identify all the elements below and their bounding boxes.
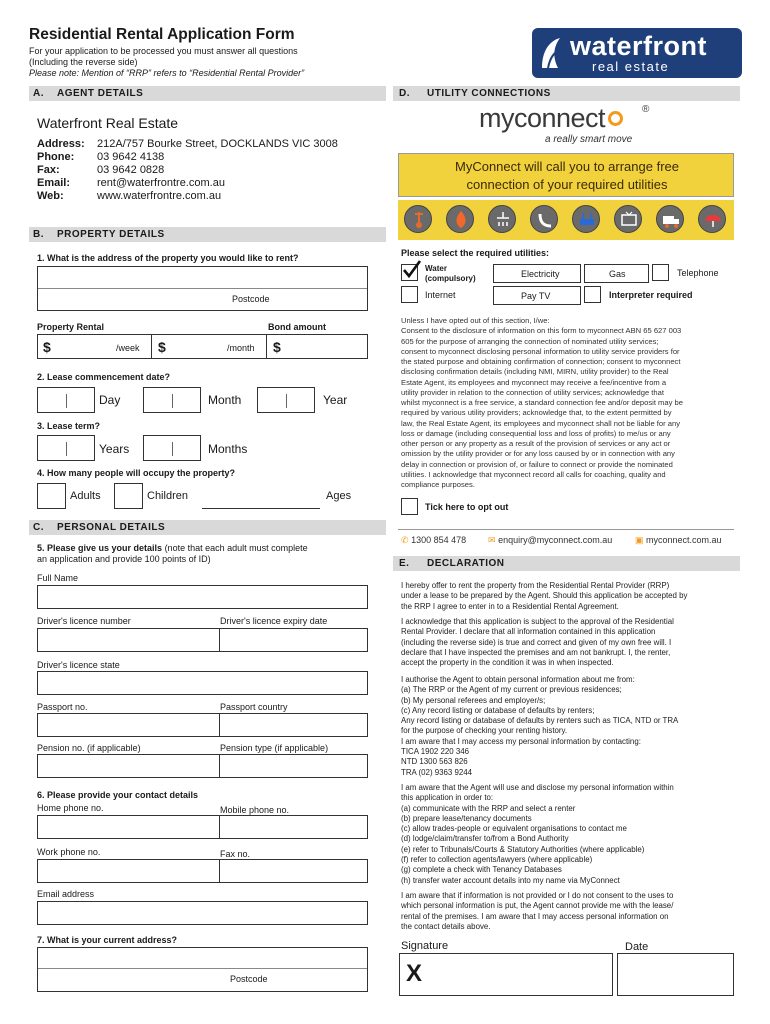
- declaration-para-5: [401, 891, 734, 932]
- disclosure-line: law, the Real Estate Agent, its employees and myconnect shall not be liable for any: [401, 418, 681, 428]
- address-value: 212A/757 Bourke Street, DOCKLANDS VIC 3008: [97, 138, 338, 150]
- declaration-para-1: [401, 581, 734, 612]
- work-phone-label: Work phone no.: [37, 847, 101, 857]
- mobile-phone-label: Mobile phone no.: [220, 805, 290, 815]
- envelope-icon: ✉: [488, 535, 496, 545]
- myconnect-phone[interactable]: [401, 535, 466, 546]
- declaration-line: this application in order to:: [401, 793, 494, 803]
- declaration-line: rental of the premises. I am aware that I may access personal information on: [401, 911, 669, 921]
- question-5: [37, 543, 377, 553]
- licence-number-label: Driver's licence number: [37, 616, 131, 626]
- section-c-letter: C.: [33, 522, 44, 533]
- ages-line[interactable]: [202, 508, 320, 509]
- disclosure-line: 605 for the purpose of arranging the connection of nominated utility services;: [401, 336, 659, 346]
- email-value: rent@waterfrontre.com.au: [97, 177, 225, 189]
- years-label: Years: [99, 442, 130, 456]
- months-label: Months: [208, 442, 248, 456]
- declaration-line: for the purpose of checking your renting history.: [401, 726, 568, 736]
- electricity-label: Electricity: [521, 269, 560, 279]
- shower-icon: [488, 205, 516, 233]
- month-input[interactable]: [143, 387, 201, 413]
- dollar-sign-1: $: [43, 339, 51, 355]
- adults-input[interactable]: [37, 483, 66, 509]
- email-address-label: Email address: [37, 889, 95, 899]
- day-input[interactable]: [37, 387, 95, 413]
- declaration-line: I am aware that if information is not provided or I do not consent to the uses to: [401, 891, 674, 900]
- postcode-label: Postcode: [232, 294, 270, 304]
- opt-out-checkbox[interactable]: [401, 498, 418, 515]
- date-field[interactable]: [617, 953, 734, 996]
- declaration-line: Rental Provider. I declare that all information contained in this application: [401, 627, 656, 637]
- pension-no-label: Pension no. (if applicable): [37, 743, 141, 753]
- banner-line-2: connection of your required utilities: [466, 177, 668, 192]
- declaration-line: which personal information is put, the Agent cannot provide me with the lease/: [401, 901, 674, 911]
- declaration-para-2: [401, 617, 734, 668]
- section-a-letter: A.: [33, 88, 44, 99]
- declaration-line: TICA 1902 220 346: [401, 747, 469, 757]
- declaration-line: I am aware that the Agent will use and disclose my personal information within: [401, 783, 674, 792]
- section-b-title: PROPERTY DETAILS: [57, 229, 165, 240]
- disclosure-line: other person or any property as a result of the provision of services or any act or: [401, 439, 671, 448]
- myconnect-banner: [398, 153, 734, 197]
- work-fax-input-row[interactable]: [37, 859, 368, 883]
- checkmark-icon: [402, 260, 422, 280]
- rental-amount-input[interactable]: [37, 334, 368, 359]
- rrp-note: Please note: Mention of “RRP” refers to “Residential Rental Provider”: [29, 68, 305, 78]
- myconnect-logo: [479, 103, 605, 134]
- declaration-line: under a lease to be prepared by the Agent. Should this application be accepted by: [401, 591, 688, 601]
- signature-field[interactable]: [399, 953, 613, 996]
- children-input[interactable]: [114, 483, 143, 509]
- declaration-line: (g) complete a check with Tenancy Databases: [401, 865, 562, 875]
- declaration-line: the RRP I agree to enter in to a Residential Rental Agreement.: [401, 601, 619, 611]
- form-title: Residential Rental Application Form: [29, 26, 295, 43]
- logo-subtext: real estate: [592, 59, 670, 74]
- myconnect-tagline: a really smart move: [545, 134, 633, 145]
- fax-no-label: Fax no.: [220, 849, 251, 859]
- declaration-line: declare that I have inspected the premises and am not bankrupt. I, the renter,: [401, 647, 671, 657]
- electricity-checkbox[interactable]: [493, 264, 581, 283]
- declaration-line: I am aware that I may access my personal information by contacting:: [401, 736, 641, 746]
- question-6: 6. Please provide your contact details: [37, 790, 199, 800]
- myconnect-o-mark: [608, 111, 623, 126]
- registered-mark: ®: [642, 104, 650, 115]
- declaration-line: (c) allow trades-people or equivalent organisations to contact me: [401, 824, 627, 834]
- myconnect-email-text: enquiry@myconnect.com.au: [498, 535, 613, 545]
- router-icon: [572, 205, 600, 233]
- date-label: Date: [625, 941, 649, 953]
- section-c-header: [29, 520, 386, 535]
- section-d-letter: D.: [399, 88, 410, 99]
- declaration-line: TRA (02) 9363 9244: [401, 767, 473, 777]
- bond-amount-label: Bond amount: [268, 322, 326, 332]
- declaration-line: (b) My personal referees and employer/s;: [401, 695, 546, 705]
- agent-labels: [37, 138, 85, 203]
- declaration-line: (c) Any record listing or database of defaults by renters;: [401, 705, 595, 715]
- disclosure-line: Estate Agent, its employees and myconnect may receive a fee/incentive from a: [401, 377, 667, 387]
- section-d-header: [393, 86, 740, 101]
- logo-wordmark: waterfront: [570, 31, 708, 61]
- section-e-header: [393, 556, 740, 571]
- interpreter-label: Interpreter required: [609, 290, 693, 300]
- section-a-title: AGENT DETAILS: [57, 88, 144, 99]
- fire-icon: [446, 205, 474, 233]
- adults-label: Adults: [70, 490, 101, 502]
- web-value: www.waterfrontre.com.au: [97, 190, 222, 202]
- utility-icons-strip: [398, 200, 734, 240]
- disclosure-line: Consent to the disclosure of information on this form to myconnect ABN 65 627 003: [401, 326, 682, 336]
- passport-input-row[interactable]: [37, 713, 368, 737]
- declaration-line: (a) communicate with the RRP and select a renter: [401, 803, 576, 813]
- email-address-input[interactable]: [37, 901, 368, 925]
- question-5-rest: (note that each adult must complete: [162, 543, 308, 553]
- sign-here-mark: X: [406, 960, 423, 987]
- question-5-bold: 5. Please give us your details: [37, 543, 163, 553]
- declaration-line: accept the property in the condition it was in when inspected.: [401, 658, 614, 668]
- phone-icon: [530, 205, 558, 233]
- disclosure-line: Unless I have opted out of this section, I/we:: [401, 316, 550, 325]
- day-label: Day: [99, 393, 121, 407]
- agency-name: Waterfront Real Estate: [37, 115, 179, 131]
- disclosure-line: compliance purposes.: [401, 480, 475, 489]
- question-3: 3. Lease term?: [37, 421, 101, 431]
- licence-input-row[interactable]: [37, 628, 368, 652]
- declaration-line: the contact details above.: [401, 921, 491, 931]
- disclosure-line: required by various utility providers; acknowledge that, to the extent permitted by: [401, 408, 672, 418]
- ages-label: Ages: [326, 490, 352, 502]
- disclosure-line: delay in connection or provision of, or failure to connect or provide the nominated: [401, 459, 673, 469]
- gas-checkbox[interactable]: [584, 264, 649, 283]
- waterfront-logo: [532, 28, 742, 78]
- declaration-line: I authorise the Agent to obtain personal information about me from:: [401, 675, 635, 684]
- property-address-input[interactable]: [37, 266, 368, 311]
- disclosure-line: whilst myconnect is a free service, a standard connection fee and/or deposit may be: [401, 398, 683, 407]
- gas-label: Gas: [609, 269, 626, 279]
- declaration-line: (b) prepare lease/tenancy documents: [401, 813, 532, 823]
- myconnect-wordmark: myconnect: [479, 103, 606, 133]
- declaration-para-4: [401, 783, 734, 886]
- phone-value: 03 9642 4138: [97, 151, 165, 163]
- water-checkbox[interactable]: [401, 264, 418, 281]
- web-label: Web:: [37, 190, 64, 202]
- current-address-input[interactable]: [37, 947, 368, 992]
- declaration-line: (d) lodge/claim/transfer to/from a Bond Authority: [401, 834, 569, 844]
- internet-checkbox[interactable]: [401, 286, 418, 303]
- question-7: 7. What is your current address?: [37, 935, 178, 945]
- children-label: Children: [147, 490, 188, 502]
- section-d-title: UTILITY CONNECTIONS: [427, 88, 551, 99]
- declaration-line: Any record listing or database of defaults by renters such as TICA, NTD or TRA: [401, 716, 679, 726]
- declaration-line: (including the reverse side) is true and correct and given of my own free will. I: [401, 637, 672, 647]
- agent-values: [97, 138, 338, 203]
- myconnect-phone-text: 1300 854 478: [411, 535, 467, 545]
- full-name-label: Full Name: [37, 573, 79, 583]
- paytv-label: Pay TV: [521, 291, 551, 301]
- section-b-letter: B.: [33, 229, 44, 240]
- declaration-line: (h) transfer water account details into my name via MyConnect: [401, 875, 620, 885]
- lease-months-input[interactable]: [143, 435, 201, 461]
- dollar-sign-3: $: [273, 339, 281, 355]
- pension-input-row[interactable]: [37, 754, 368, 778]
- truck-icon: [656, 205, 684, 233]
- question-5-line-2: an application and provide 100 points of ID): [37, 554, 211, 564]
- section-e-title: DECLARATION: [427, 558, 505, 569]
- banner-line-1: MyConnect will call you to arrange free: [455, 159, 679, 174]
- property-rental-label: Property Rental: [37, 322, 105, 332]
- question-2: 2. Lease commencement date?: [37, 372, 171, 382]
- passport-no-label: Passport no.: [37, 702, 88, 712]
- disclosure-line: utility provider in relation to the connection of utility services; acknowledge that: [401, 387, 664, 397]
- declaration-line: NTD 1300 563 826: [401, 757, 468, 767]
- signature-label: Signature: [401, 940, 449, 952]
- home-phone-label: Home phone no.: [37, 803, 104, 813]
- licence-expiry-label: Driver's licence expiry date: [220, 616, 328, 626]
- phone-label: Phone:: [37, 151, 75, 163]
- myconnect-disclosure: [401, 316, 732, 490]
- myconnect-email[interactable]: [488, 535, 612, 546]
- declaration-para-3: [401, 675, 734, 778]
- section-b-header: [29, 227, 386, 242]
- disclosure-line: loss or damage (including consequential loss and loss of profits) to me/us or any: [401, 428, 671, 438]
- disclosure-line: omission by the utility provider or for any loss caused by or in connection with any: [401, 449, 675, 459]
- fax-value: 03 9642 0828: [97, 164, 165, 176]
- water-label-text: Water: [425, 264, 447, 273]
- full-name-input[interactable]: [37, 585, 368, 609]
- email-label: Email:: [37, 177, 71, 189]
- instruction-line-2: (Including the reverse side): [29, 57, 138, 67]
- telephone-checkbox[interactable]: [652, 264, 669, 281]
- per-week-label: /week: [116, 343, 140, 353]
- address-label: Address:: [37, 138, 85, 150]
- tv-icon: [614, 205, 642, 233]
- disclosure-line: consent to myconnect disclosing personal information to utility service providers for: [401, 346, 680, 356]
- disclosure-line: the stated purpose and obtaining confirmation of connection; consent to myconnect: [401, 357, 681, 366]
- myconnect-web[interactable]: [635, 535, 722, 546]
- umbrella-icon: [698, 205, 726, 233]
- myconnect-web-text: myconnect.com.au: [646, 535, 722, 545]
- declaration-line: (e) refer to Tribunals/Courts & Statutory Authorities (where applicable): [401, 844, 645, 854]
- telephone-label: Telephone: [677, 268, 719, 278]
- disclosure-line: utilities. I acknowledge that myconnect record all calls for coaching, quality and: [401, 469, 666, 479]
- month-label: Month: [208, 393, 242, 407]
- disclosure-line: disclosing confirmation details (including NMI, MIRN, utility provider) to the Real: [401, 367, 669, 377]
- section-c-title: PERSONAL DETAILS: [57, 522, 166, 533]
- declaration-line: I acknowledge that this application is subject to the approval of the Residential: [401, 617, 674, 626]
- passport-country-label: Passport country: [220, 702, 288, 712]
- question-4: 4. How many people will occupy the property?: [37, 468, 236, 478]
- phone-small-icon: ✆: [401, 535, 409, 545]
- declaration-line: (a) The RRP or the Agent of my current or previous residences;: [401, 685, 622, 695]
- section-e-letter: E.: [399, 558, 410, 569]
- year-label: Year: [323, 393, 348, 407]
- declaration-line: (f) refer to collection agents/lawyers (where applicable): [401, 855, 593, 865]
- licence-state-input[interactable]: [37, 671, 368, 695]
- per-month-label: /month: [227, 343, 255, 353]
- interpreter-checkbox[interactable]: [584, 286, 601, 303]
- current-postcode-label: Postcode: [230, 974, 268, 984]
- phone-input-row[interactable]: [37, 815, 368, 839]
- water-label: [425, 264, 476, 284]
- opt-out-label: Tick here to opt out: [425, 502, 509, 512]
- instruction-line-1: For your application to be processed you must answer all questions: [29, 46, 298, 56]
- fax-label: Fax:: [37, 164, 60, 176]
- wave-icon: [538, 34, 564, 72]
- internet-label: Internet: [425, 290, 456, 300]
- paytv-checkbox[interactable]: [493, 286, 581, 305]
- laptop-icon: ▣: [635, 535, 644, 545]
- question-1: 1. What is the address of the property you would like to rent?: [37, 253, 299, 263]
- water-icon: [404, 205, 432, 233]
- lease-years-input[interactable]: [37, 435, 95, 461]
- licence-state-label: Driver's licence state: [37, 660, 120, 670]
- select-utilities-label: Please select the required utilities:: [401, 248, 550, 258]
- year-input[interactable]: [257, 387, 315, 413]
- water-sub-text: (compulsory): [425, 274, 476, 283]
- declaration-line: I hereby offer to rent the property from the Residential Rental Provider (RRP): [401, 581, 670, 590]
- pension-type-label: Pension type (if applicable): [220, 743, 329, 753]
- section-a-header: [29, 86, 386, 101]
- dollar-sign-2: $: [158, 339, 166, 355]
